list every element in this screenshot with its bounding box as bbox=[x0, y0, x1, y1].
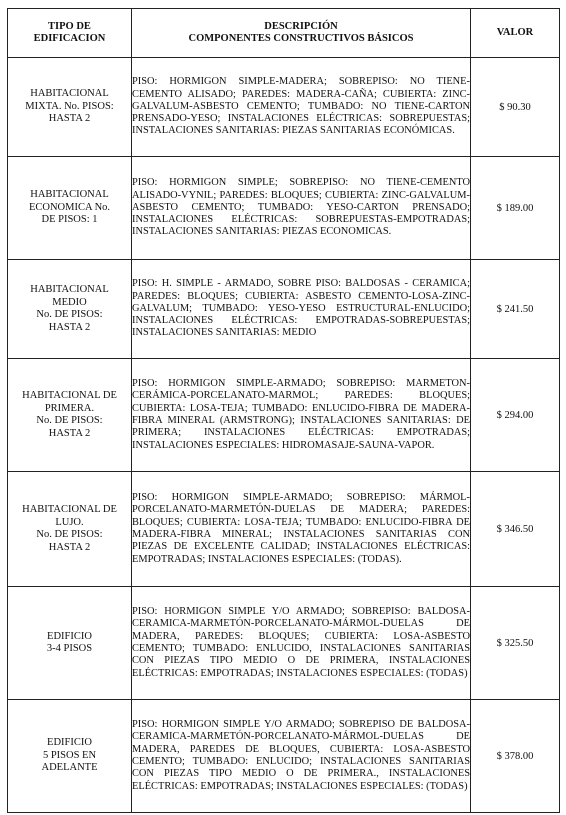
header-tipo-edificacion: TIPO DE EDIFICACION bbox=[8, 9, 132, 58]
building-type-table bbox=[7, 8, 560, 813]
description-cell: PISO: HORMIGON SIMPLE-ARMADO; SOBREPISO: MÁRMOL-PORCELANATO-MARMETÓN-DUELAS DE MADERA; PAREDES: BLOQUES; CUBIERTA: LOSA-TEJA; TUMBADO: ENLUCIDO-FIBRA DE MADERA-FIBRA MINERAL; INSTALACIONES SANITARIAS CON PIEZAS DE EXCELENTE CALIDAD; INSTALACIONES ELÉCTRICAS: EMPOTRADAS; INSTALACIONES ESPECIALES: (TODAS). bbox=[132, 472, 471, 587]
building-type-cell: EDIFICIO 3-4 PISOS bbox=[8, 587, 132, 700]
table-row bbox=[8, 359, 560, 472]
description-cell: PISO: HORMIGON SIMPLE; SOBREPISO: NO TIENE-CEMENTO ALISADO-VYNIL; PAREDES: BLOQUES; CUBIERTA: ZINC-GALVALUM-ASBESTO CEMENTO; TUMBADO: YESO-CARTON PRENSADO; INSTALACIONES ELÉCTRICAS: SOBREPUESTAS-EMPOTRADAS; INSTALACIONES SANITARIAS: PIEZAS ECONOMICAS. bbox=[132, 157, 471, 260]
header-valor: VALOR bbox=[471, 9, 560, 58]
value-cell: $ 325.50 bbox=[471, 587, 560, 700]
building-type-cell: HABITACIONAL DE PRIMERA. No. DE PISOS: HASTA 2 bbox=[8, 359, 132, 472]
table-row bbox=[8, 472, 560, 587]
table-row bbox=[8, 260, 560, 359]
building-type-cell: HABITACIONAL ECONOMICA No. DE PISOS: 1 bbox=[8, 157, 132, 260]
building-type-cell: HABITACIONAL MEDIO No. DE PISOS: HASTA 2 bbox=[8, 260, 132, 359]
header-descripcion: DESCRIPCIÓN COMPONENTES CONSTRUCTIVOS BÁSICOS bbox=[132, 9, 471, 58]
description-cell: PISO: H. SIMPLE - ARMADO, SOBRE PISO: BALDOSAS - CERAMICA; PAREDES: BLOQUES; CUBIERTA: ASBESTO CEMENTO-LOSA-ZINC-GALVALUM; TUMBADO: YESO-YESO ESTRUCTURAL-ENLUCIDO; INSTALACIONES ELÉCTRICAS: EMPOTRADAS-SOBREPUESTAS; INSTALACIONES SANITARIAS: MEDIO bbox=[132, 260, 471, 359]
description-cell: PISO: HORMIGON SIMPLE Y/O ARMADO; SOBREPISO: BALDOSA-CERAMICA-MARMETÓN-PORCELANATO-MÁRMOL-DUELAS DE MADERA, PAREDES: BLOQUES; CUBIERTA: LOSA-ASBESTO CEMENTO; TUMBADO: ENLUCIDO, INSTALACIONES SANITARIAS CON PIEZAS TIPO MEDIO O DE PRIMERA, INSTALACIONES ELÉCTRICAS: EMPOTRADAS; INSTALACIONES ESPECIALES: (TODAS) bbox=[132, 587, 471, 700]
building-type-cell: HABITACIONAL DE LUJO. No. DE PISOS: HASTA 2 bbox=[8, 472, 132, 587]
building-type-cell: HABITACIONAL MIXTA. No. PISOS: HASTA 2 bbox=[8, 58, 132, 157]
description-cell: PISO: HORMIGON SIMPLE Y/O ARMADO; SOBREPISO DE BALDOSA-CERAMICA-MARMETÓN-PORCELANATO-MÁRMOL-DUELAS DE MADERA, PAREDES DE BLOQUES, CUBIERTA: LOSA-ASBESTO CEMENTO; TUMBADO: ENLUCIDO; INSTALACIONES SANITARIAS CON PIEZAS TIPO MEDIO O DE PRIMERA., INSTALACIONES ELÉCTRICAS: EMPOTRADAS; INSTALACIONES ESPECIALES: (TODAS) bbox=[132, 700, 471, 813]
value-cell: $ 294.00 bbox=[471, 359, 560, 472]
table-row bbox=[8, 157, 560, 260]
description-cell: PISO: HORMIGON SIMPLE-MADERA; SOBREPISO: NO TIENE-CEMENTO ALISADO; PAREDES: MADERA-CAÑA; CUBIERTA: ZINC-GALVALUM-ASBESTO CEMENTO; TUMBADO: NO TIENE-CARTON PRENSADO-YESO; INSTALACIONES ELÉCTRICAS: SOBREPUESTAS; INSTALACIONES SANITARIAS: PIEZAS SANITARIAS ECONÓMICAS. bbox=[132, 58, 471, 157]
value-cell: $ 346.50 bbox=[471, 472, 560, 587]
description-cell: PISO: HORMIGON SIMPLE-ARMADO; SOBREPISO: MARMETON-CERÁMICA-PORCELANATO-MARMOL; PAREDES: BLOQUES; CUBIERTA: LOSA-TEJA; TUMBADO: ENLUCIDO-FIBRA DE MADERA-FIBRA MINERAL (ARMSTRONG); INSTALACIONES SANITARIAS: DE PRIMERA; INSTALACIONES ELÉCTRICAS: EMPOTRADAS; INSTALACIONES ESPECIALES: HIDROMASAJE-SAUNA-VAPOR. bbox=[132, 359, 471, 472]
value-cell: $ 90.30 bbox=[471, 58, 560, 157]
value-cell: $ 378.00 bbox=[471, 700, 560, 813]
value-cell: $ 189.00 bbox=[471, 157, 560, 260]
table-row bbox=[8, 700, 560, 813]
table-row bbox=[8, 58, 560, 157]
building-type-cell: EDIFICIO 5 PISOS EN ADELANTE bbox=[8, 700, 132, 813]
value-cell: $ 241.50 bbox=[471, 260, 560, 359]
table-row bbox=[8, 587, 560, 700]
header-row bbox=[8, 9, 560, 58]
